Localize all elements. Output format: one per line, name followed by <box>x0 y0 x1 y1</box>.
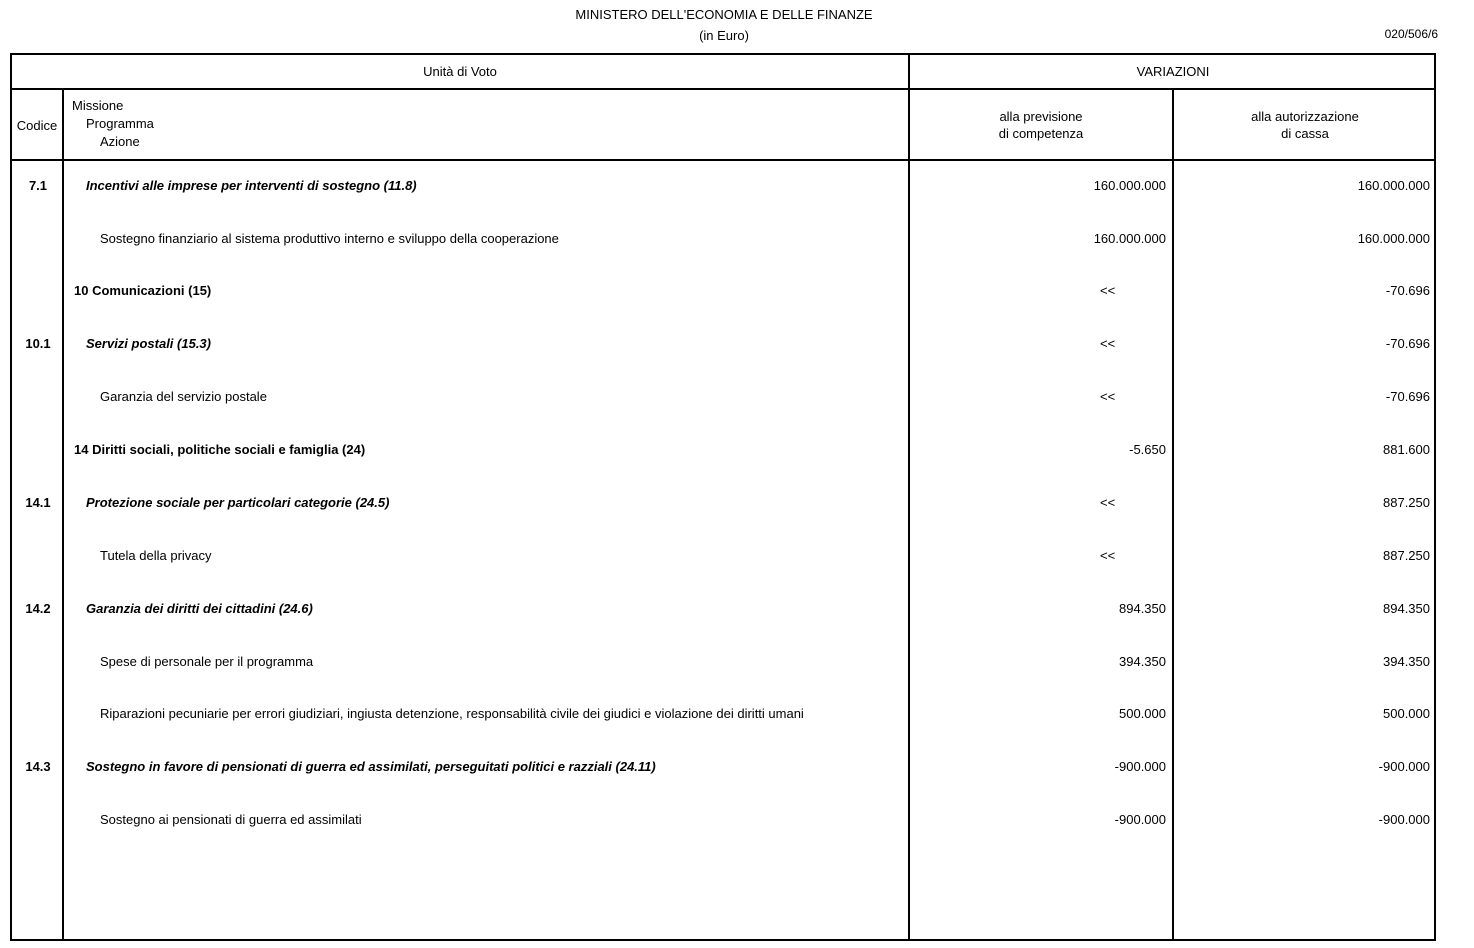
row-label: Garanzia del servizio postale <box>100 389 267 404</box>
row-label: 10 Comunicazioni (15) <box>74 283 212 298</box>
header-divider-bottom <box>10 159 1436 161</box>
row-competenza-value: << <box>1100 389 1116 404</box>
header-azione: Azione <box>100 134 140 149</box>
table-row <box>12 230 1436 248</box>
row-competenza: 394.350 <box>1119 654 1166 669</box>
row-competenza-value: << <box>1100 283 1116 298</box>
row-cassa: -900.000 <box>1378 812 1430 827</box>
ministry-title: MINISTERO DELL'ECONOMIA E DELLE FINANZE <box>575 7 873 22</box>
row-cassa: 887.250 <box>1383 548 1430 563</box>
row-label: Spese di personale per il programma <box>100 654 314 669</box>
table-row <box>12 705 1436 723</box>
table-row <box>12 388 1436 406</box>
row-competenza-value: << <box>1100 548 1116 563</box>
row-label: Protezione sociale per particolari categorie (24.5) <box>86 495 390 510</box>
table-row <box>12 494 1436 512</box>
header-cassa <box>1174 108 1436 142</box>
row-cassa: 160.000.000 <box>1357 178 1430 193</box>
table-row <box>12 335 1436 353</box>
currency-note: (in Euro) <box>699 28 749 43</box>
row-cassa: -70.696 <box>1385 336 1430 351</box>
row-label: Tutela della privacy <box>100 548 212 563</box>
table-row <box>12 282 1436 300</box>
table-row <box>12 600 1436 618</box>
row-competenza: -5.650 <box>1129 442 1166 457</box>
document-code: 020/506/6 <box>1384 27 1438 41</box>
row-label: Garanzia dei diritti dei cittadini (24.6) <box>86 601 313 616</box>
row-label: Incentivi alle imprese per interventi di sostegno (11.8) <box>86 178 417 193</box>
row-competenza-value: << <box>1100 495 1116 510</box>
row-code: 10.1 <box>25 336 51 351</box>
row-label: Riparazioni pecuniarie per errori giudiziari, ingiusta detenzione, responsabilità civile dei giudici e violazione dei diritti umani <box>100 706 804 721</box>
row-competenza: 894.350 <box>1119 601 1166 616</box>
row-cassa: -900.000 <box>1378 759 1430 774</box>
header-cassa-line1: alla autorizzazione <box>1251 109 1359 124</box>
table-row <box>12 441 1436 459</box>
header-competenza-line2: di competenza <box>998 126 1084 141</box>
row-label: 14 Diritti sociali, politiche sociali e famiglia (24) <box>74 442 366 457</box>
table-row <box>12 547 1436 565</box>
table-row <box>12 177 1436 195</box>
header-variazioni: VARIAZIONI <box>1136 64 1210 79</box>
row-code: 14.2 <box>25 601 51 616</box>
row-code: 7.1 <box>28 178 48 193</box>
row-competenza: -900.000 <box>1114 812 1166 827</box>
header-cassa-line2: di cassa <box>1281 126 1329 141</box>
row-competenza: 160.000.000 <box>1093 178 1166 193</box>
row-cassa: 160.000.000 <box>1357 231 1430 246</box>
row-cassa: 894.350 <box>1383 601 1430 616</box>
row-cassa: 500.000 <box>1383 706 1430 721</box>
row-competenza-value: << <box>1100 336 1116 351</box>
row-competenza: 160.000.000 <box>1093 231 1166 246</box>
header-competenza <box>910 108 1172 142</box>
header-programma: Programma <box>86 116 154 131</box>
header-competenza-line1: alla previsione <box>999 109 1083 124</box>
row-label: Sostegno ai pensionati di guerra ed assimilati <box>100 812 362 827</box>
row-cassa: 394.350 <box>1383 654 1430 669</box>
row-code: 14.3 <box>25 759 51 774</box>
row-label: Sostegno finanziario al sistema produttivo interno e sviluppo della cooperazione <box>100 231 559 246</box>
row-code: 14.1 <box>25 495 51 510</box>
row-label: Sostegno in favore di pensionati di guerra ed assimilati, perseguitati politici e razziali (24.11) <box>86 759 656 774</box>
row-cassa: 887.250 <box>1383 495 1430 510</box>
row-cassa: -70.696 <box>1385 283 1430 298</box>
row-cassa: -70.696 <box>1385 389 1430 404</box>
header-codice: Codice <box>16 118 58 133</box>
row-competenza: 500.000 <box>1119 706 1166 721</box>
row-competenza: -900.000 <box>1114 759 1166 774</box>
header-divider-top <box>10 88 1436 90</box>
table-row <box>12 758 1436 776</box>
row-cassa: 881.600 <box>1383 442 1430 457</box>
table-row <box>12 811 1436 829</box>
row-label: Servizi postali (15.3) <box>86 336 211 351</box>
header-missione: Missione <box>72 98 124 113</box>
header-unita-di-voto: Unità di Voto <box>423 64 497 79</box>
table-row <box>12 653 1436 671</box>
